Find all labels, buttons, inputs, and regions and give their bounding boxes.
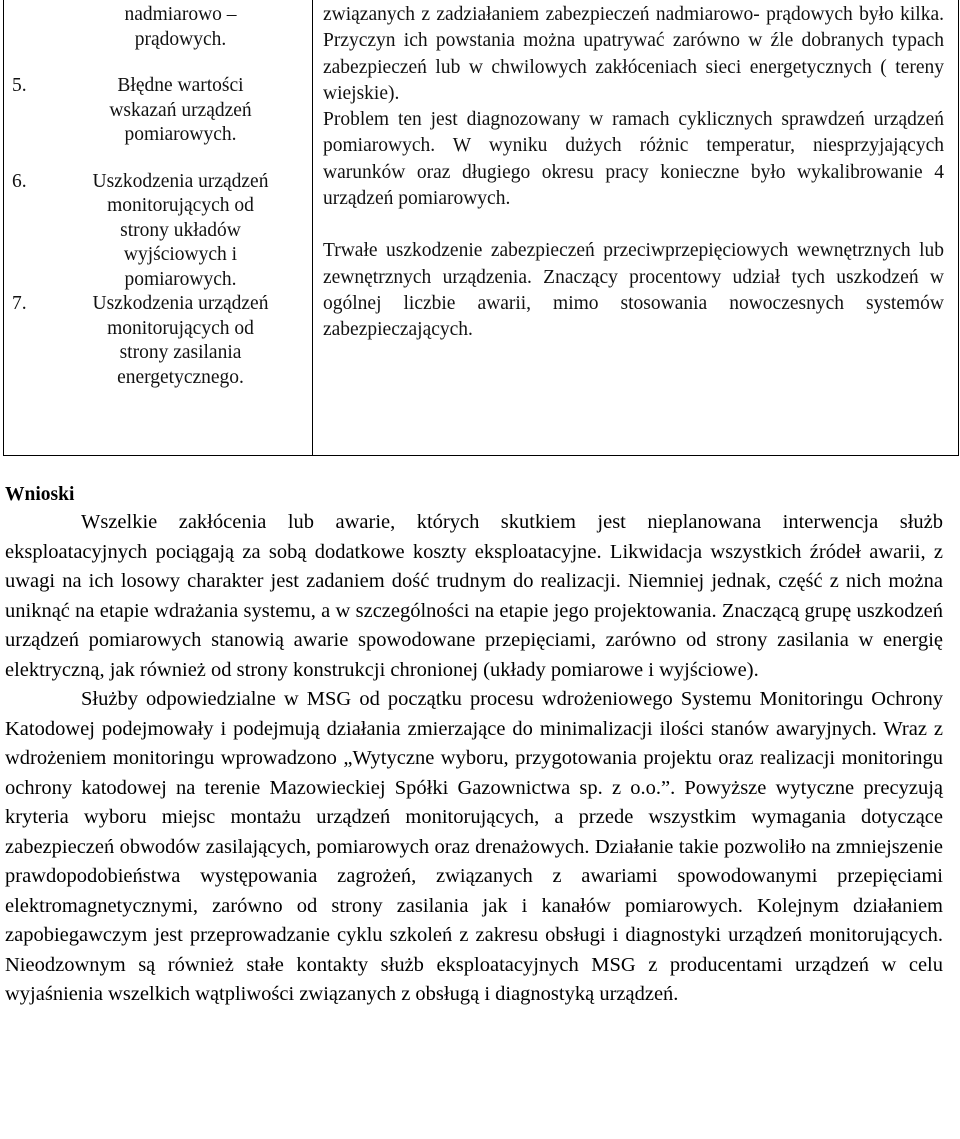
list-item-7	[12, 292, 306, 390]
failure-list	[4, 0, 312, 390]
list-line: Błędne wartości	[117, 75, 244, 96]
list-line: pomiarowych.	[124, 124, 237, 145]
list-line: strony układów	[120, 219, 241, 241]
failure-descriptions	[313, 0, 958, 344]
list-line: prądowych.	[134, 28, 227, 50]
left-column-cell	[4, 0, 313, 456]
section-heading: Wnioski	[5, 484, 75, 505]
list-number: 6.	[12, 170, 27, 192]
list-line: Uszkodzenia urządzeń	[92, 170, 269, 192]
list-item-6	[12, 170, 306, 293]
body-paragraph: Służby odpowiedzialne w MSG od początku procesu wdrożeniowego Systemu Monitoringu Ochrony Katodowej podejmowały i podejmują działania zmierzające do minimalizacji ilości stanów awaryjnych. Wraz z wdrożeniem monitoringu wprowadzono „Wytyczne wyboru, przygotowania projektu oraz realizacji monitoringu ochrony katodowej na terenie Mazowieckiej Spółki Gazownictwa sp. z o.o.”. Powyższe wytyczne precyzują kryteria wyboru miejsc montażu urządzeń monitorujących, a przede wszystkim wymagania dotyczące zabezpieczeń obwodów zasilających, pomiarowych oraz drenażowych. Działanie takie pozwoliło na zmniejszenie prawdopodobieństwa występowania zagrożeń, związanych z awariami spowodowanymi przepięciami elektromagnetycznymi, zarówno od strony zasilania jak i kanałów pomiarowych. Kolejnym działaniem zapobiegawczym jest przeprowadzanie cyklu szkoleń z zakresu obsługi i diagnostyki urządzeń monitorujących. Nieodzownym są również stałe kontakty służb eksploatacyjnych MSG z producentami urządzeń w celu wyjaśnienia wszelkich wątpliwości związanych z obsługą i diagnostyką urządzeń.	[5, 688, 943, 1005]
description-paragraph: Problem ten jest diagnozowany w ramach cyklicznych sprawdzeń urządzeń pomiarowych. W wyniku dużych różnic temperatur, niesprzyjających warunków oraz długiego okresu pracy konieczne było wykalibrowanie 4 urządzeń pomiarowych.	[323, 109, 944, 210]
list-line: pomiarowych.	[124, 268, 237, 290]
table-row	[4, 0, 959, 456]
list-line: energetycznego.	[117, 366, 244, 388]
list-line: monitorujących od	[107, 317, 254, 339]
body-paragraph: Wszelkie zakłócenia lub awarie, których skutkiem jest nieplanowana interwencja służb eksploatacyjnych pociągają za sobą dodatkowe koszty eksploatacyjne. Likwidacja wszystkich źródeł awarii, z uwagi na ich losowy charakter jest zadaniem dość trudnym do realizacji. Niemniej jednak, część z nich można uniknąć na etapie wdrażania systemu, a w szczególności na etapie jego projektowania. Znaczącą grupę uszkodzeń urządzeń pomiarowych stanowią awarie spowodowane przepięciami, zarówno od strony zasilania w energię elektryczną, jak również od strony konstrukcji chronionej (układy pomiarowe i wyjściowe).	[5, 511, 943, 681]
list-line: Uszkodzenia urządzeń	[92, 293, 269, 314]
list-line: strony zasilania	[119, 342, 242, 363]
list-number: 5.	[12, 75, 27, 96]
conclusions-body	[5, 508, 943, 1010]
list-number: 7.	[12, 293, 27, 314]
list-item-5	[12, 74, 306, 148]
description-paragraph: związanych z zadziałaniem zabezpieczeń nadmiarowo- prądowych było kilka. Przyczyn ich powstania można upatrywać zarówno w źle dobranych typach zabezpieczeń lub w chwilowych zakłóceniach sieci energetycznych ( tereny wiejskie).	[323, 4, 944, 104]
right-column-cell	[313, 0, 959, 456]
failure-table	[3, 0, 959, 456]
list-line: wskazań urządzeń	[109, 99, 252, 121]
list-line: nadmiarowo –	[124, 4, 237, 25]
list-item-4-tail	[12, 3, 306, 52]
description-paragraph: Trwałe uszkodzenie zabezpieczeń przeciwprzepięciowych wewnętrznych lub zewnętrznych urządzenia. Znaczący procentowy udział tych uszkodzeń w ogólnej liczbie awarii, mimo stosowania nowoczesnych systemów zabezpieczających.	[323, 240, 944, 341]
list-line: monitorujących od	[107, 195, 254, 216]
list-line: wyjściowych i	[123, 244, 238, 265]
